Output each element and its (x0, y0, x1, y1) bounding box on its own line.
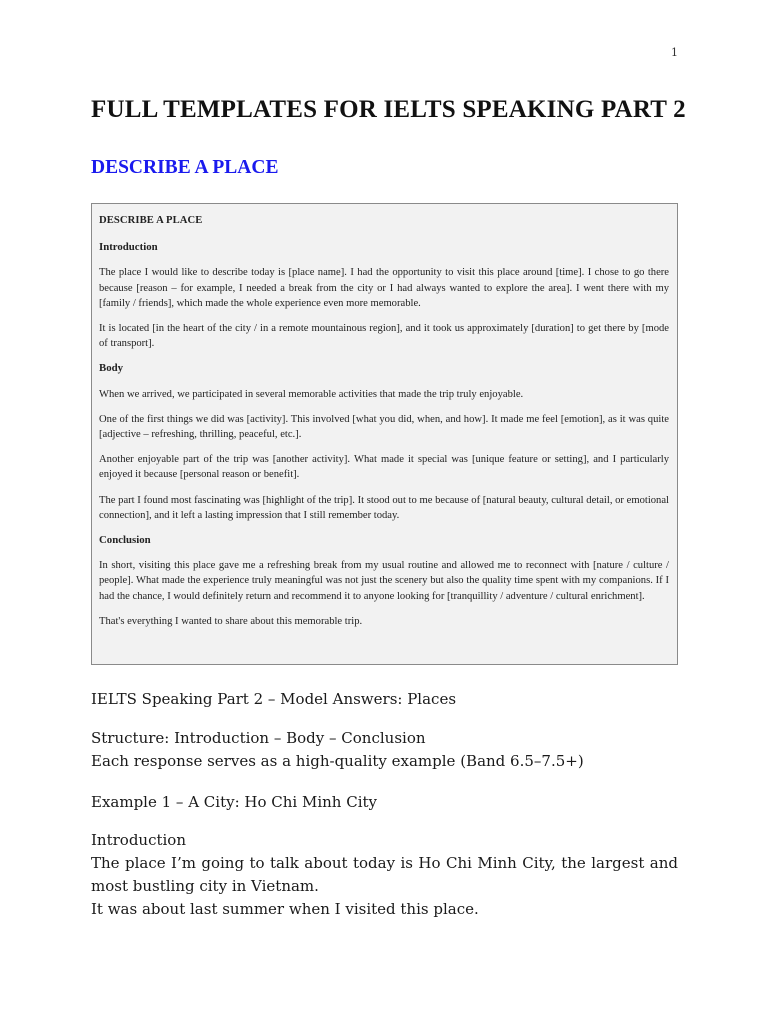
template-body-paragraph-2: One of the first things we did was [activity]. This involved [what you did, when, and how]. It made me feel [emotion], as it was quite [adjective – refreshing, thrilling, peaceful, etc.]. (99, 413, 669, 441)
quality-line: Each response serves as a high-quality example (Band 6.5–7.5+) (91, 752, 584, 770)
template-conclusion-paragraph-1: In short, visiting this place gave me a refreshing break from my usual routine and allowed me to reconnect with [nature / culture / people]. What made the experience truly meaningful was not just the scenery but also the quality time spent with my companions. If I had the chance, I would definitely return and recommend it to anyone looking for [tranquillity / adventure / cultural enrichment]. (99, 560, 669, 602)
structure-line: Structure: Introduction – Body – Conclusion (91, 729, 426, 747)
example-1-title: Example 1 – A City: Ho Chi Minh City (91, 793, 378, 811)
template-body-heading: Body (99, 362, 124, 375)
model-answers-title: IELTS Speaking Part 2 – Model Answers: Places (91, 690, 457, 708)
template-box (91, 203, 678, 665)
template-body-paragraph-1: When we arrived, we participated in several memorable activities that made the trip truly enjoyable. (99, 388, 524, 400)
template-intro-paragraph-1: The place I would like to describe today is [place name]. I had the opportunity to visit this place around [time]. I chose to go there because [reason – for example, I needed a break from the city or I had always wanted to explore the area]. I went there with my [family / friends], which made the whole experience even more memorable. (99, 267, 669, 309)
template-box-title: DESCRIBE A PLACE (99, 215, 203, 226)
template-body-paragraph-3: Another enjoyable part of the trip was [another activity]. What made it special was [unique feature or setting], and I particularly enjoyed it because [personal reason or benefit]. (99, 454, 669, 481)
template-body-paragraph-4: The part I found most fascinating was [highlight of the trip]. It stood out to me because of [natural beauty, cultural detail, or emotional connection], and it left a lasting impression that I still remember today. (99, 494, 669, 521)
template-conclusion-paragraph-2: That's everything I wanted to share about this memorable trip. (99, 615, 363, 627)
template-conclusion-heading: Conclusion (99, 534, 151, 547)
template-introduction-heading: Introduction (99, 241, 158, 254)
document-title: FULL TEMPLATES FOR IELTS SPEAKING PART 2 (91, 96, 686, 123)
section-heading: DESCRIBE A PLACE (91, 157, 279, 178)
page-number: 1 (671, 46, 678, 59)
example-1-introduction-heading: Introduction (91, 831, 186, 849)
template-intro-paragraph-2: It is located [in the heart of the city / in a remote mountainous region], and it took us approximately [duration] to get there by [mode of transport]. (99, 323, 669, 350)
example-1-introduction-text-2: It was about last summer when I visited this place. (91, 900, 479, 918)
example-1-introduction-text: The place I’m going to talk about today is Ho Chi Minh City, the largest and most bustling city in Vietnam. (91, 854, 678, 895)
